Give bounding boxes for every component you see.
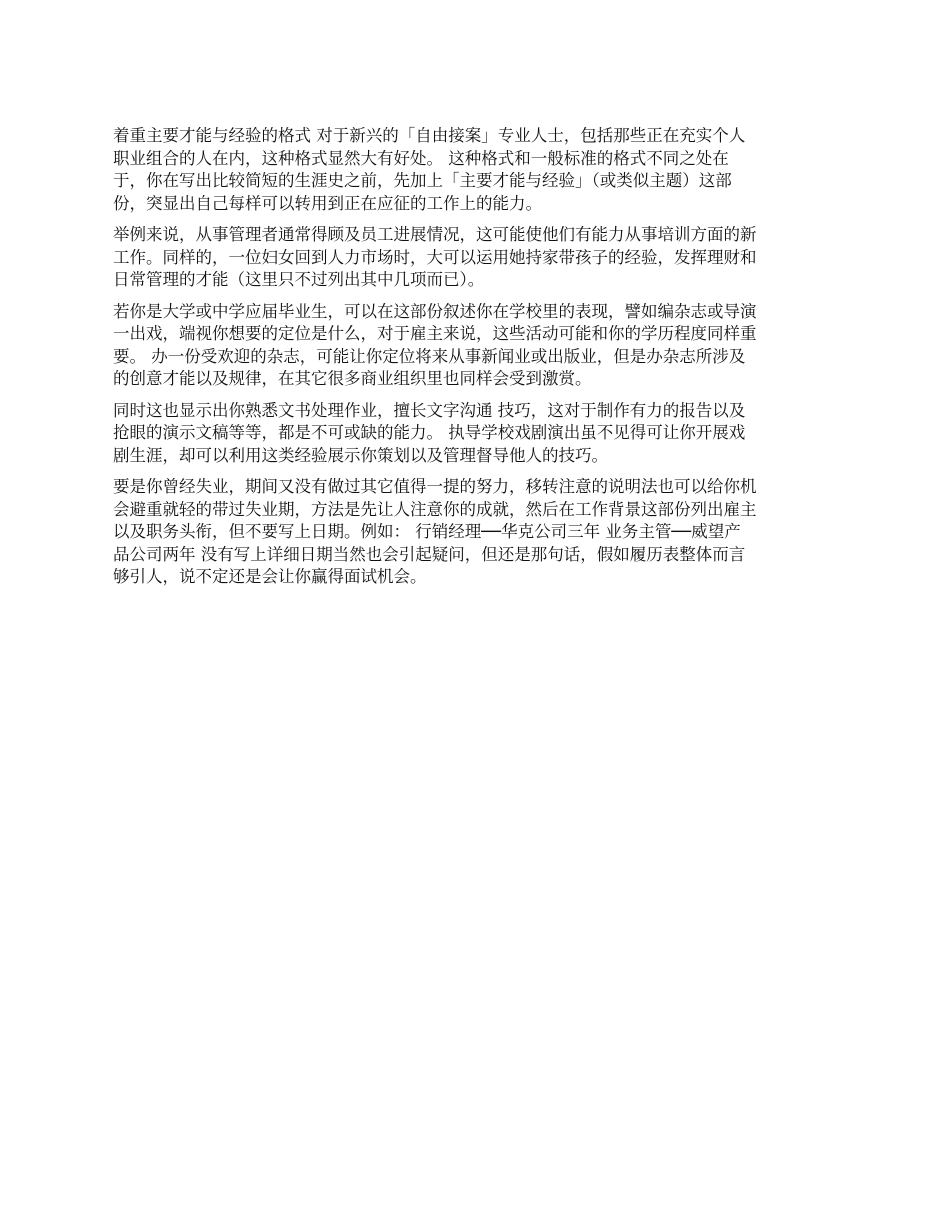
paragraph-graduates: 若你是大学或中学应届毕业生，可以在这部份叙述你在学校里的表现，譬如编杂志或导演 一出戏，端视你想要的定位是什么，对于雇主来说，这些活动可能和你的学历程度同样重 要。 办一份受欢迎的杂志，可能让你定位将来从事新闻业或出版业，但是办杂志所涉及 的创意才能以及规律，在其它很多商业组织里也同样会受到激赏。 bbox=[113, 301, 757, 388]
paragraph-document-skills: 同时这也显示出你熟悉文书处理作业，擅长文字沟通 技巧，这对于制作有力的报告以及 抢眼的演示文稿等等，都是不可或缺的能力。 执导学校戏剧演出虽不见得可让你开展戏 剧生涯，却可以利用这类经验展示你策划以及管理督导他人的技巧。 bbox=[113, 400, 746, 465]
paragraph-skills-format: 着重主要才能与经验的格式 对于新兴的「自由接案」专业人士，包括那些正在充实个人 职业组合的人在内，这种格式显然大有好处。 这种格式和一般标准的格式不同之处在 于，你在写出比较简短的生涯史之前，先加上「主要才能与经验」（或类似主题）这部 份，突显出自己每样可以转用到正在应征的工作上的能力。 bbox=[113, 126, 746, 213]
document-body bbox=[113, 125, 840, 598]
paragraph-examples: 举例来说，从事管理者通常得顾及员工进展情况，这可能使他们有能力从事培训方面的新 工作。同样的，一位妇女回到人力市场时，大可以运用她持家带孩子的经验，发挥理财和 日常管理的才能（这里只不过列出其中几项而已）。 bbox=[113, 225, 757, 289]
paragraph-unemployment: 要是你曾经失业，期间又没有做过其它值得一提的努力，移转注意的说明法也可以给你机 会避重就轻的带过失业期，方法是先让人注意你的成就，然后在工作背景这部份列出雇主 以及职务头衔，但不要写上日期。例如： 行销经理──华克公司三年 业务主管──威望产 品公司两年 没有写上详细日期当然也会引起疑问，但还是那句话，假如履历表整体而言 够引人，说不定还是会让你赢得面试机会。 bbox=[113, 477, 757, 586]
